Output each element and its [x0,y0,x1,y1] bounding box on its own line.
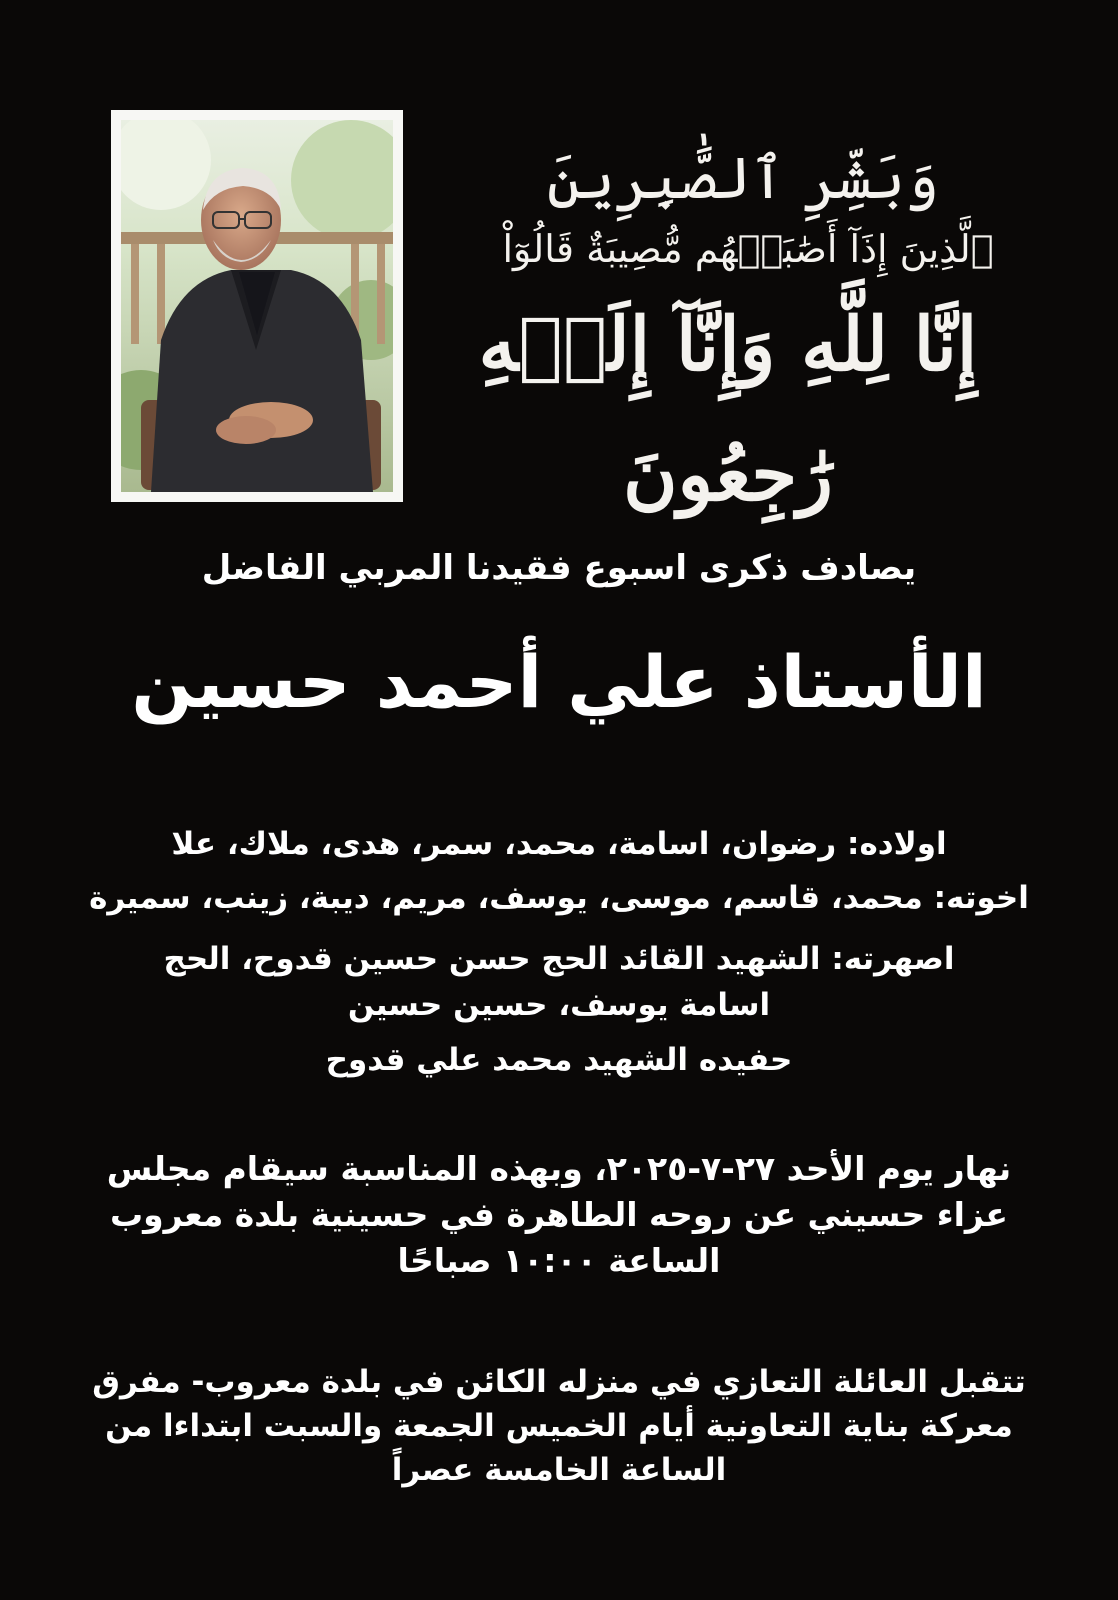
intro-text: يصادف ذكرى اسبوع فقيدنا المربي الفاضل [201,548,917,588]
in-laws-list: اصهرته: الشهيد القائد الحج حسن حسين قدوح، الحج اسامة يوسف، حسين حسين [163,941,955,1023]
deceased-name: الأستاذ علي أحمد حسين [131,640,987,724]
verse-line-3: إِنَّا لِلَّهِ وَإِنَّآ إِلَيۡهِ رَٰجِعُونَ [478,302,978,518]
verse-line-2: ٱلَّذِينَ إِذَآ أَصَٰبَتۡهُم مُّصِيبَةٌ قَالُوٓاْ [502,227,994,271]
verse-line-1: وَبَشِّرِ ٱلصَّٰبِرِينَ [546,144,940,212]
children-list: اولاده: رضوان، اسامة، محمد، سمر، هدى، ملاك، علا [171,826,947,862]
siblings-list: اخوته: محمد، قاسم، موسى، يوسف، مريم، ديبة، زينب، سميرة [89,880,1029,916]
portrait-photo [121,120,393,492]
quran-verse [438,118,1018,540]
grandson-line: حفيده الشهيد محمد علي قدوح [325,1042,793,1078]
memorial-event-text: نهار يوم الأحد ٢٧-٧-٢٠٢٥، وبهذه المناسبة سيقام مجلس عزاء حسيني عن روحه الطاهرة في حسينية بلدة معروب الساعة ١٠:٠٠ صباحًا [106,1149,1012,1280]
portrait-frame [111,110,403,502]
condolences-text: تتقبل العائلة التعازي في منزله الكائن في بلدة معروب- مفرق معركة بناية التعاونية أيام الخميس الجمعة والسبت ابتداءا من الساعة الخامسة عصراً [92,1364,1026,1488]
